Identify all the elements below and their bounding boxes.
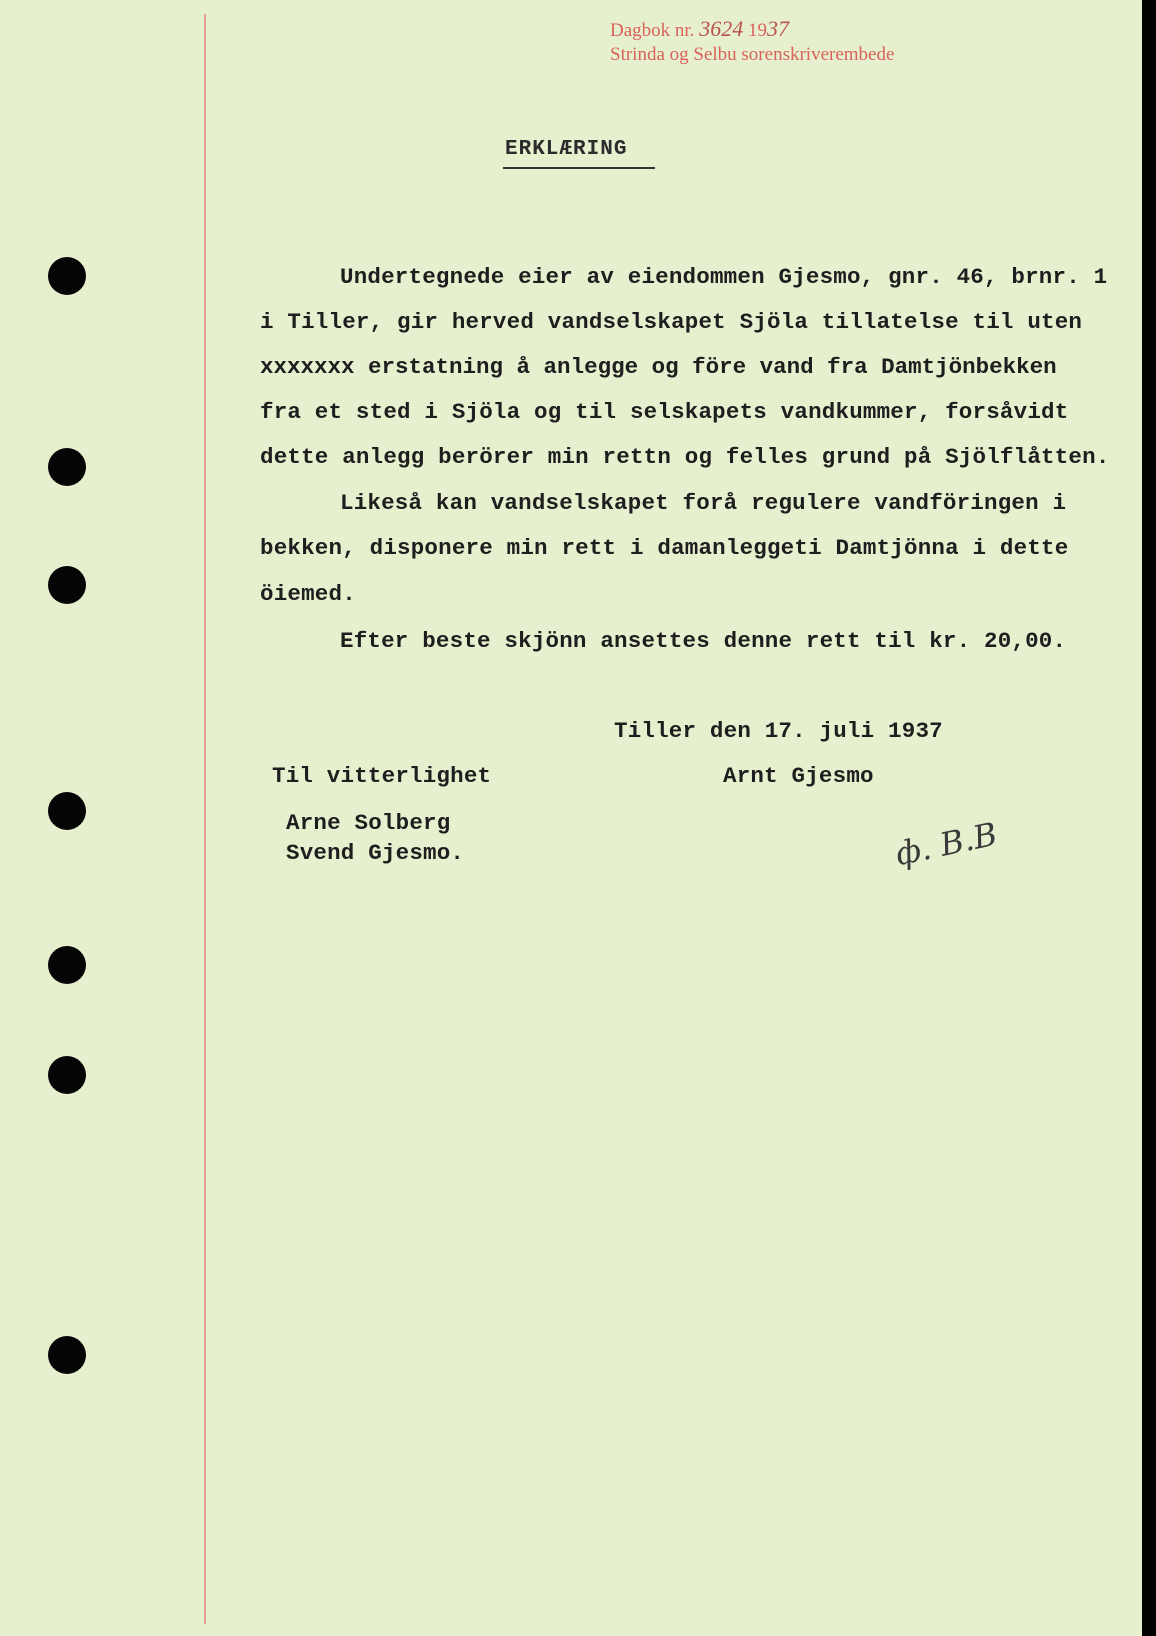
- text-line: Likeså kan vandselskapet forå regulere vandföringen i: [340, 490, 1067, 516]
- stamp-number: 3624: [699, 16, 744, 41]
- stamp-label: Dagbok nr.: [610, 20, 695, 41]
- text-line: i Tiller, gir herved vandselskapet Sjöla tillatelse til uten: [260, 309, 1083, 335]
- punch-hole: [48, 1056, 86, 1094]
- witness-name: Svend Gjesmo.: [286, 840, 465, 866]
- punch-hole: [48, 1336, 86, 1374]
- stamp-year-suffix: 37: [766, 16, 789, 41]
- punch-hole: [48, 792, 86, 830]
- stamp-year-prefix: 19: [747, 20, 767, 41]
- witness-name: Arne Solberg: [286, 810, 451, 836]
- text-line: öiemed.: [260, 581, 356, 607]
- title-underline: [503, 167, 655, 169]
- text-line-rest: erstatning å anlegge og före vand fra Damtjönbekken: [368, 354, 1057, 380]
- punch-hole: [48, 448, 86, 486]
- date-line: Tiller den 17. juli 1937: [614, 718, 943, 744]
- stamp-office: Strinda og Selbu sorenskriverembede: [610, 44, 895, 65]
- text-line: Efter beste skjönn ansettes denne rett til kr. 20,00.: [340, 628, 1067, 654]
- witness-label: Til vitterlighet: [272, 763, 492, 789]
- punch-hole: [48, 566, 86, 604]
- text-line: bekken, disponere min rett i damanleggeti Damtjönna i dette: [260, 535, 1069, 561]
- document-title: ERKLÆRING: [505, 138, 628, 161]
- signer-name: Arnt Gjesmo: [723, 763, 874, 789]
- text-line: dette anlegg berörer min rettn og felles grund på Sjölflåtten.: [260, 444, 1110, 470]
- text-line: Undertegnede eier av eiendommen Gjesmo, gnr. 46, brnr. 1: [340, 264, 1108, 290]
- registry-stamp: [610, 16, 894, 72]
- struck-word: xxxxxxx: [260, 354, 355, 380]
- text-line: fra et sted i Sjöla og til selskapets vandkummer, forsåvidt: [260, 399, 1069, 425]
- text-line: [260, 354, 1057, 380]
- punch-hole: [48, 257, 86, 295]
- margin-rule: [204, 14, 206, 1624]
- punch-hole: [48, 946, 86, 984]
- handwritten-initials: ф. B.B: [892, 814, 1001, 874]
